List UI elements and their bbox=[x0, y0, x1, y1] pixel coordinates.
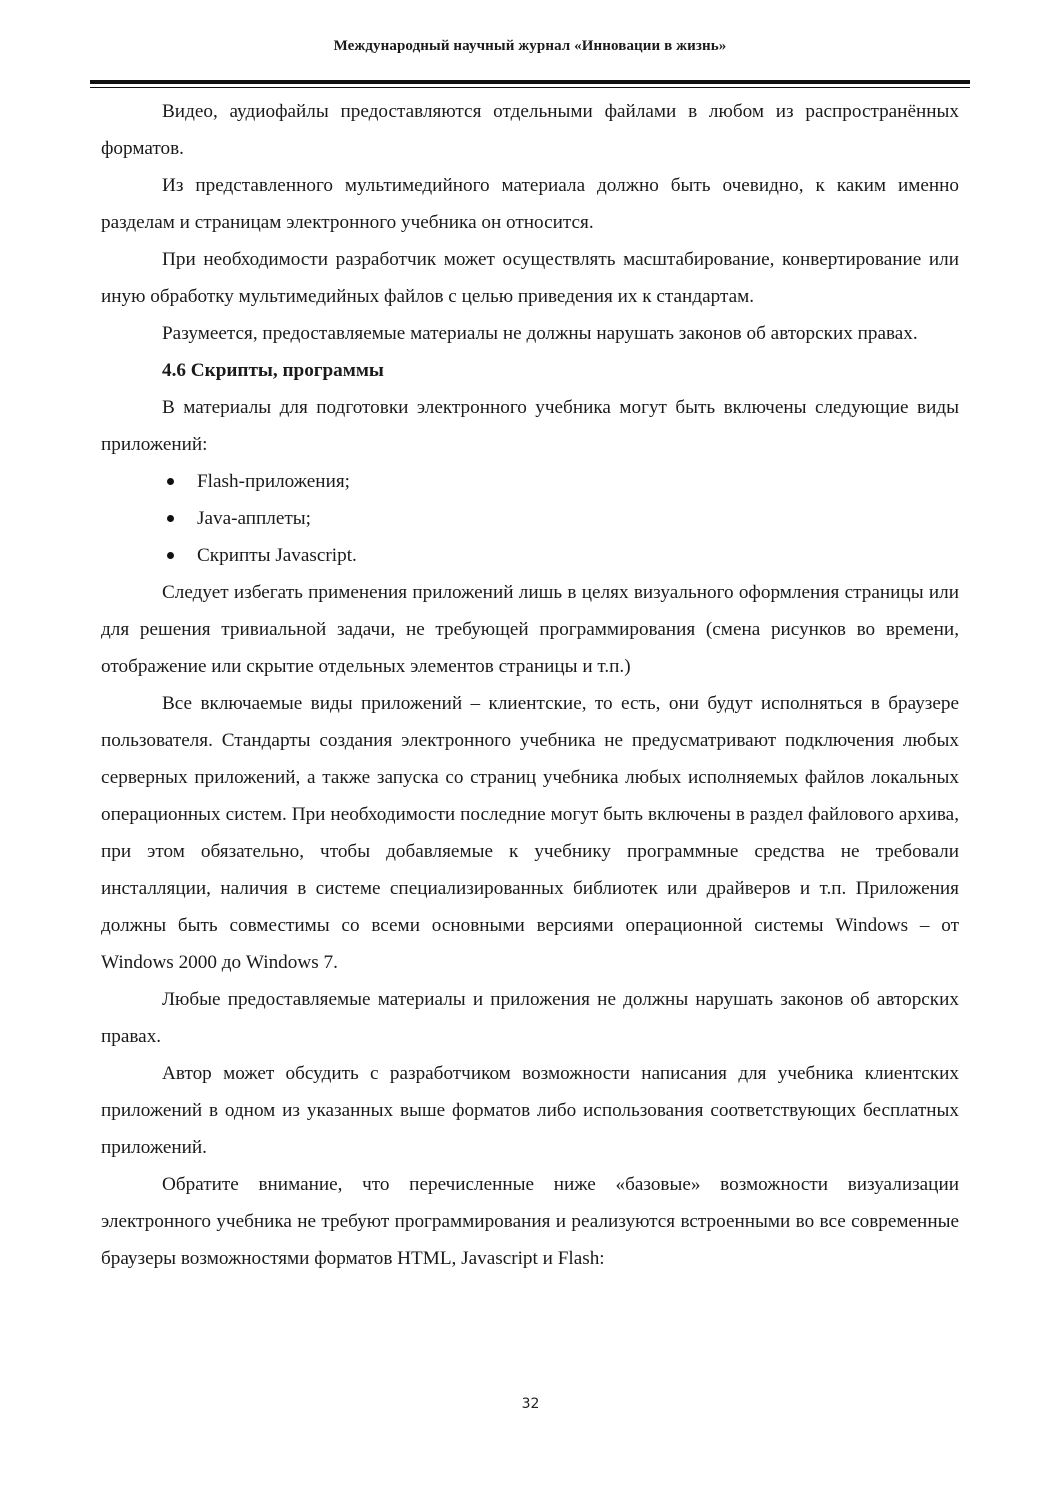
paragraph-author-discussion: Автор может обсудить с разработчиком возможности написания для учебника клиентских приложений в одном из указанных выше форматов либо использования соответствующих бесплатных приложений. bbox=[101, 1063, 959, 1158]
journal-title: Международный научный журнал «Инновации в жизнь» bbox=[333, 38, 727, 54]
paragraph-media-formats: Видео, аудиофайлы предоставляются отдельными файлами в любом из распространённых форматов. bbox=[101, 101, 959, 159]
header-rule-thin bbox=[90, 87, 970, 88]
bullet-icon bbox=[167, 478, 174, 485]
list-item bbox=[101, 500, 959, 537]
paragraph-client-side-apps: Все включаемые виды приложений – клиентские, то есть, они будут исполняться в браузере пользователя. Стандарты создания электронного учебника не предусматривают подключения любых серверных приложений, а также запуска со страниц учебника любых исполняемых файлов локальных операционных систем. При необходимости последние могут быть включены в раздел файлового архива, при этом обязательно, чтобы добавляемые к учебнику программные средства не требовали инсталляции, наличия в системе специализированных библиотек или драйверов и т.п. Приложения должны быть совместимы со всеми основными версиями операционной системы Windows – от Windows 2000 до Windows 7. bbox=[101, 693, 959, 973]
page-body bbox=[101, 93, 959, 1277]
list-item-text: Скрипты Javascript. bbox=[197, 545, 357, 566]
paragraph-media-relevance: Из представленного мультимедийного материала должно быть очевидно, к каким именно разделам и страницам электронного учебника он относится. bbox=[101, 175, 959, 233]
paragraph-app-copyright: Любые предоставляемые материалы и приложения не должны нарушать законов об авторских правах. bbox=[101, 989, 959, 1047]
page-number: 32 bbox=[521, 1396, 540, 1412]
bullet-icon bbox=[167, 515, 174, 522]
paragraph-basic-capabilities: Обратите внимание, что перечисленные ниже «базовые» возможности визуализации электронного учебника не требуют программирования и реализуются встроенными во все современные браузеры возможностями форматов HTML, Javascript и Flash: bbox=[101, 1174, 959, 1269]
paragraph-copyright: Разумеется, предоставляемые материалы не должны нарушать законов об авторских правах. bbox=[162, 323, 918, 344]
list-item bbox=[101, 537, 959, 574]
list-item bbox=[101, 463, 959, 500]
paragraph-app-types-intro: В материалы для подготовки электронного учебника могут быть включены следующие виды приложений: bbox=[101, 397, 959, 455]
paragraph-media-processing: При необходимости разработчик может осуществлять масштабирование, конвертирование или иную обработку мультимедийных файлов с целью приведения их к стандартам. bbox=[101, 249, 959, 307]
list-item-text: Flash-приложения; bbox=[197, 471, 351, 492]
header-rule-thick bbox=[90, 80, 970, 84]
bullet-icon bbox=[167, 552, 174, 559]
section-heading: 4.6 Скрипты, программы bbox=[162, 360, 384, 381]
app-types-list bbox=[101, 463, 959, 574]
list-item-text: Java-апплеты; bbox=[197, 508, 311, 529]
paragraph-avoid-trivial-apps: Следует избегать применения приложений лишь в целях визуального оформления страницы или для решения тривиальной задачи, не требующей программирования (смена рисунков во времени, отображение или скрытие отдельных элементов страницы и т.п.) bbox=[101, 582, 959, 677]
